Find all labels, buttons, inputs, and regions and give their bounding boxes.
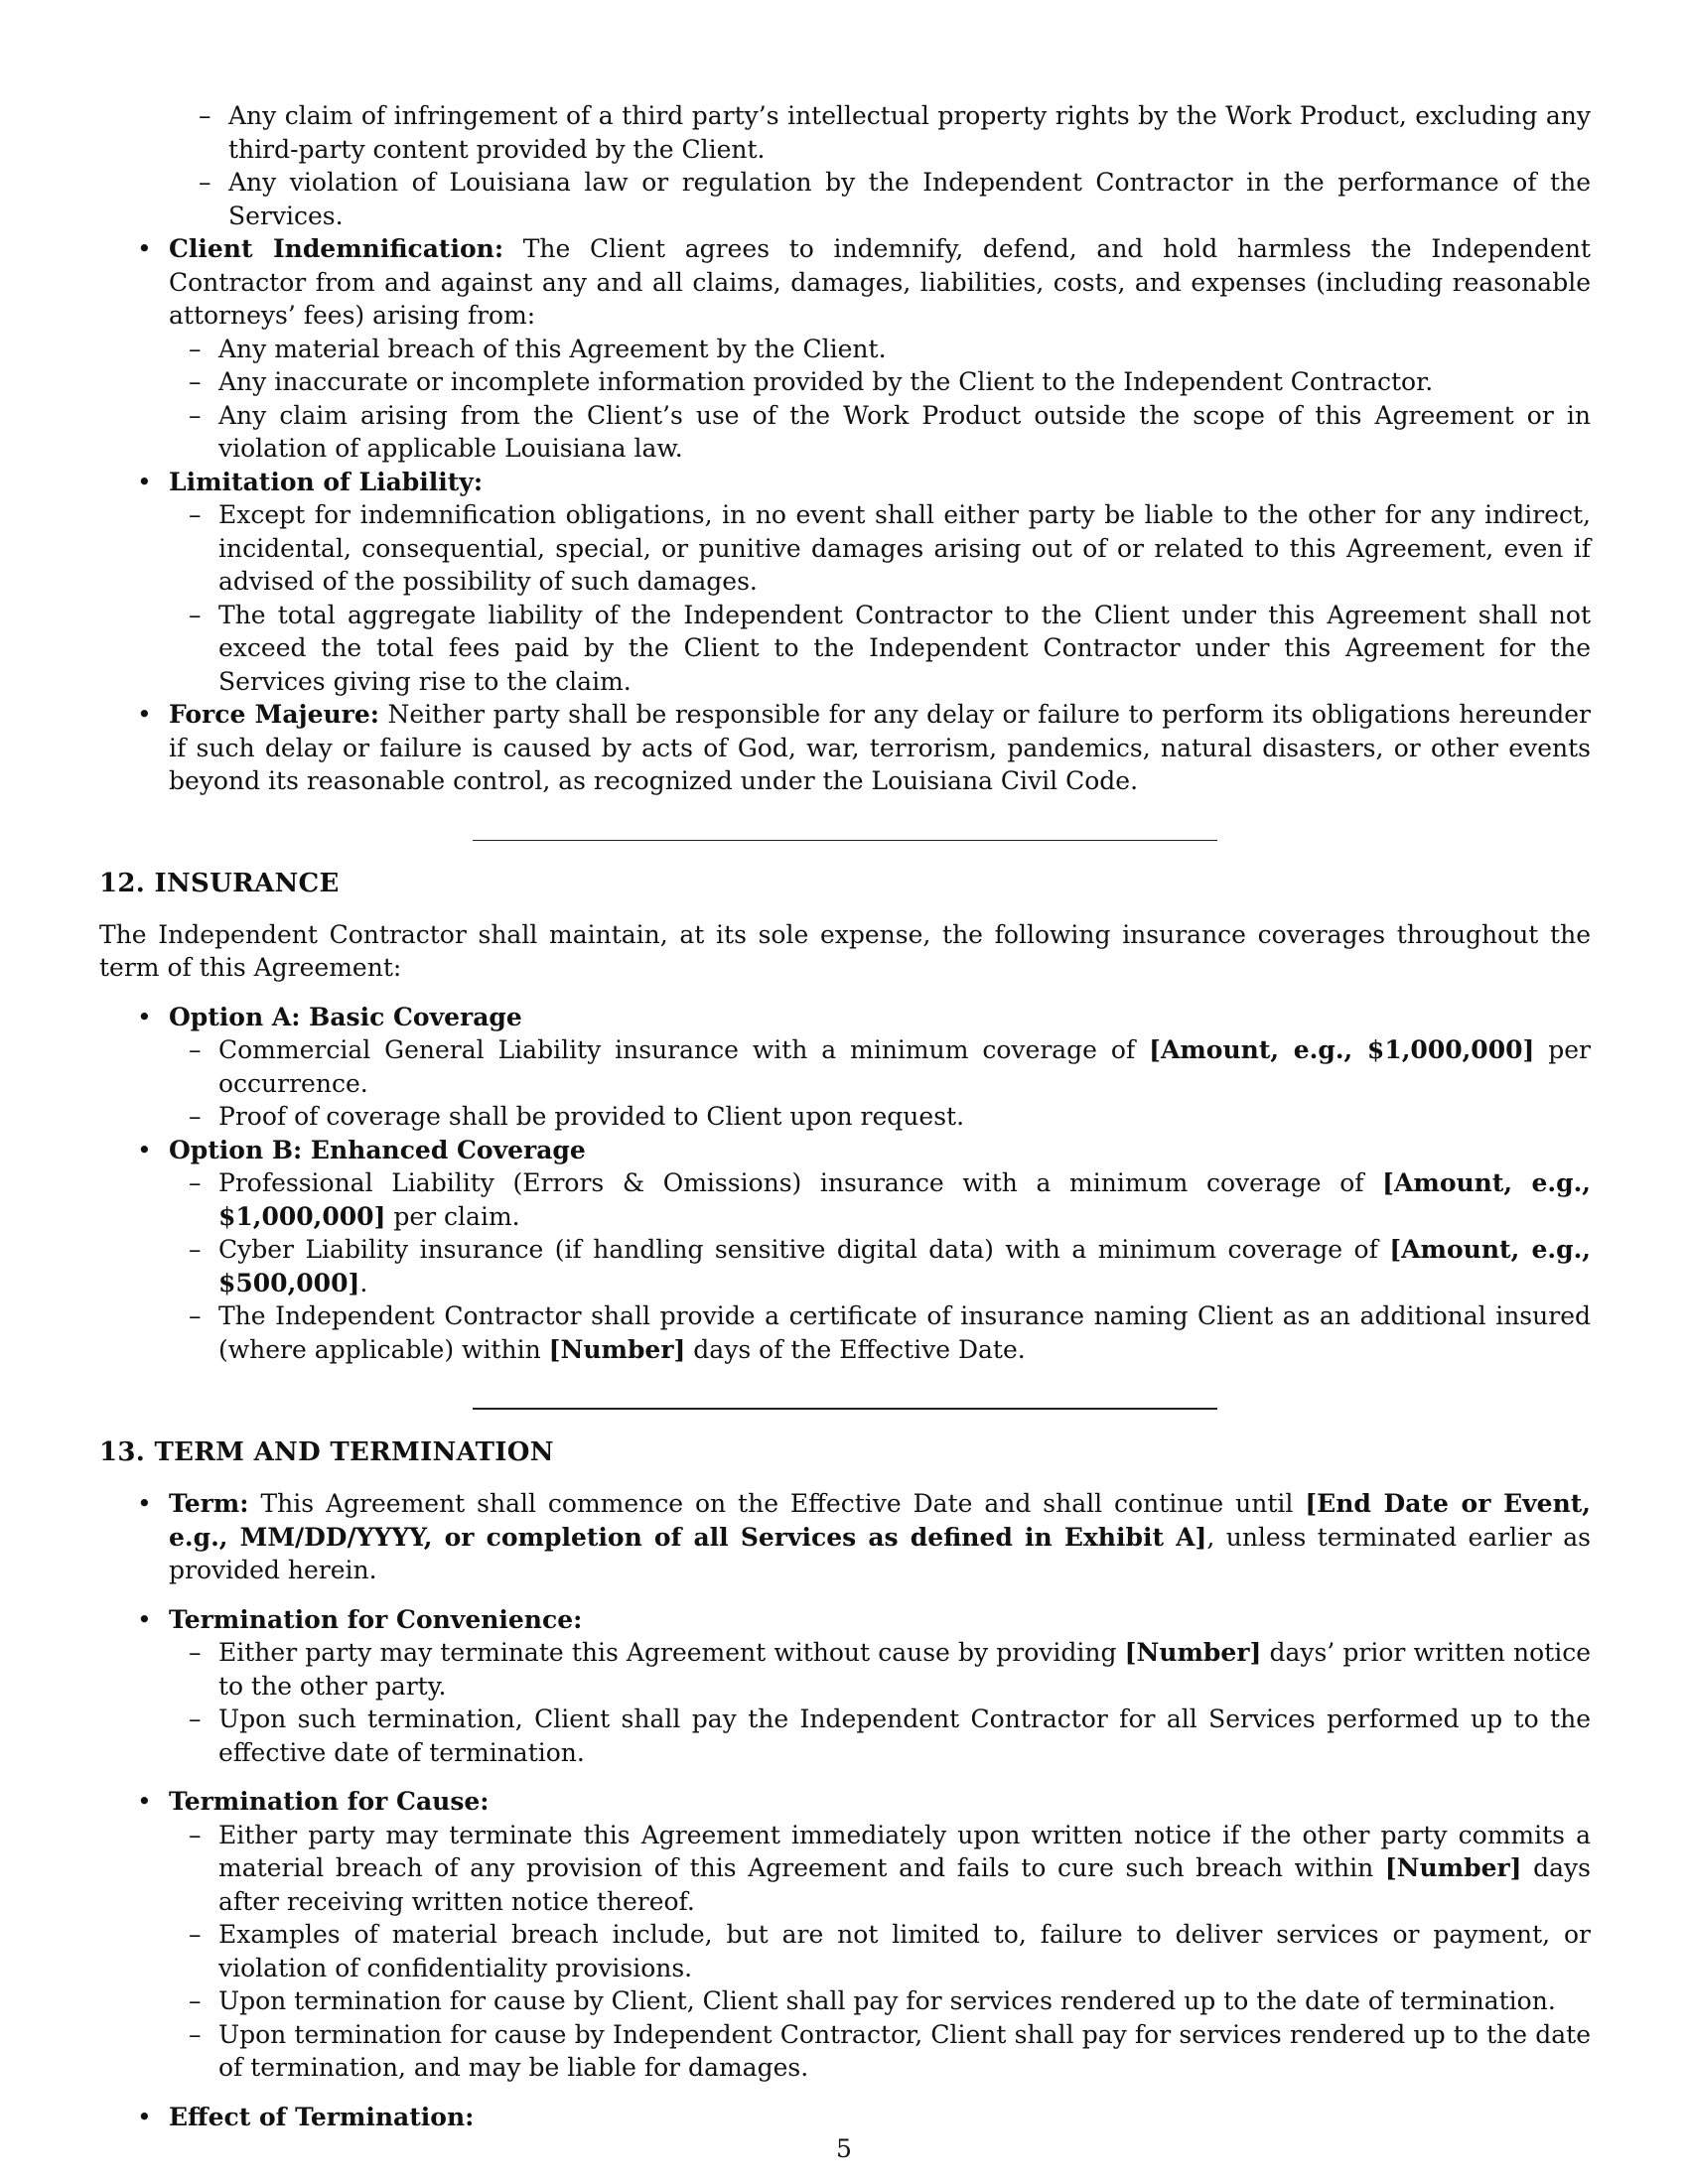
list-item: – Any claim of infringement of a third party’s intellectual property rights by the Work Product, excluding any third-party content provided by the Client.: [169, 99, 1591, 166]
list-item: – Cyber Liability insurance (if handling sensitive digital data) with a minimum coverage of [Amount, e.g., $500,000].: [159, 1233, 1591, 1299]
convenience-label: Termination for Convenience:: [169, 1604, 583, 1634]
client-indemnification: [99, 232, 1591, 466]
termination-cause: [99, 1785, 1591, 2085]
client-indemnification-text: The Client agrees to indemnify, defend, and hold harmless the Independent Contractor from and against any and all claims, damages, liabilities, costs, and expenses (including reasonable attorneys’ fees) arising from:: [169, 234, 1591, 330]
force-majeure-label: Force Majeure:: [169, 700, 379, 729]
list-item: – Upon termination for cause by Independent Contractor, Client shall pay for services rendered up to the date of termination, and may be liable for damages.: [159, 2018, 1591, 2085]
insurance-option-b: [99, 1134, 1591, 1367]
effect-of-termination: [99, 2101, 1591, 2134]
limitation-of-liability: [99, 466, 1591, 699]
force-majeure-text: Neither party shall be responsible for any delay or failure to perform its obligations hereunder if such delay or failure is caused by acts of God, war, terrorism, pandemics, natural disasters, or other events beyond its reasonable control, as recognized under the Louisiana Civil Code.: [169, 700, 1591, 795]
force-majeure: [99, 698, 1591, 798]
insurance-option-a: [99, 1001, 1591, 1134]
limitation-label: Limitation of Liability:: [169, 467, 484, 496]
indemnification-bullets: [99, 232, 1591, 798]
list-item: – Examples of material breach include, but are not limited to, failure to deliver services or payment, or violation of confidentiality provisions.: [159, 1918, 1591, 1984]
amount-placeholder: [Amount, e.g., $500,000]: [218, 1235, 1591, 1297]
list-item: – Any claim arising from the Client’s use of the Work Product outside the scope of this Agreement or in violation of applicable Louisiana law.: [159, 399, 1591, 466]
term-clause: • Term: This Agreement shall commence on the Effective Date and shall continue until [End Date or Event, e.g., MM/DD/YYYY, or completion of all Services as defined in Exhibit A], unless terminated earlier as provided herein.: [99, 1487, 1591, 1587]
list-item: – Any violation of Louisiana law or regulation by the Independent Contractor in the performance of the Services.: [169, 166, 1591, 232]
end-date-placeholder: [End Date or Event, e.g., MM/DD/YYYY, or completion of all Services as defined in Exhibit A]: [169, 1489, 1591, 1552]
number-placeholder: [Number]: [1384, 1853, 1522, 1882]
list-item: – Upon termination for cause by Client, Client shall pay for services rendered up to the date of termination.: [159, 1984, 1591, 2018]
insurance-options: [99, 1001, 1591, 1367]
list-item: – Commercial General Liability insurance with a minimum coverage of [Amount, e.g., $1,000,000] per occurrence.: [159, 1033, 1591, 1100]
list-item: – Professional Liability (Errors & Omissions) insurance with a minimum coverage of [Amount, e.g., $1,000,000] per claim.: [159, 1166, 1591, 1233]
list-item: – Proof of coverage shall be provided to Client upon request.: [159, 1100, 1591, 1134]
section-heading-insurance: 12. INSURANCE: [99, 868, 340, 898]
amount-placeholder: [Amount, e.g., $1,000,000]: [1149, 1035, 1535, 1064]
termination-convenience: [99, 1603, 1591, 1770]
effect-label: Effect of Termination:: [169, 2102, 475, 2131]
term-termination-list: [99, 1487, 1591, 2133]
insurance-intro: The Independent Contractor shall maintain, at its sole expense, the following insurance coverages throughout the term of this Agreement:: [99, 919, 1591, 982]
section-heading-term-termination: 13. TERM AND TERMINATION: [99, 1437, 554, 1467]
list-item: – The Independent Contractor shall provide a certificate of insurance naming Client as an additional insured (where applicable) within [Number] days of the Effective Date.: [159, 1299, 1591, 1366]
list-item: – Except for indemnification obligations, in no event shall either party be liable to the other for any indirect, incidental, consequential, special, or punitive damages arising out of or related to this Agreement, even if advised of the possibility of such damages.: [159, 498, 1591, 599]
page-number: 5: [836, 2134, 852, 2163]
client-indemnification-label: Client Indemnification:: [169, 234, 504, 263]
number-placeholder: [Number]: [548, 1334, 686, 1364]
list-item: – Either party may terminate this Agreement immediately upon written notice if the other party commits a material breach of any provision of this Agreement and fails to cure such breach within [Number] days after receiving written notice thereof.: [159, 1819, 1591, 1919]
amount-placeholder: [Amount, e.g., $1,000,000]: [218, 1168, 1591, 1231]
list-item: – The total aggregate liability of the Independent Contractor to the Client under this Agreement shall not exceed the total fees paid by the Client to the Independent Contractor under this Agreement for the Services giving rise to the claim.: [159, 599, 1591, 699]
term-label: Term:: [169, 1489, 249, 1518]
list-item: – Any inaccurate or incomplete information provided by the Client to the Independent Contractor.: [159, 365, 1591, 399]
number-placeholder: [Number]: [1124, 1638, 1262, 1667]
document-page: [99, 99, 1591, 2133]
section-divider: [473, 1408, 1217, 1410]
section-divider: [473, 840, 1217, 841]
indemnification-list: [99, 99, 1591, 232]
list-item: – Any material breach of this Agreement by the Client.: [159, 333, 1591, 366]
list-item: – Upon such termination, Client shall pay the Independent Contractor for all Services performed up to the effective date of termination.: [159, 1703, 1591, 1769]
contractor-indemnification-tail: [99, 99, 1591, 232]
cause-label: Termination for Cause:: [169, 1787, 490, 1816]
option-b-label: Option B: Enhanced Coverage: [169, 1135, 586, 1164]
option-a-label: Option A: Basic Coverage: [169, 1002, 522, 1031]
list-item: – Either party may terminate this Agreement without cause by providing [Number] days’ prior written notice to the other party.: [159, 1636, 1591, 1703]
